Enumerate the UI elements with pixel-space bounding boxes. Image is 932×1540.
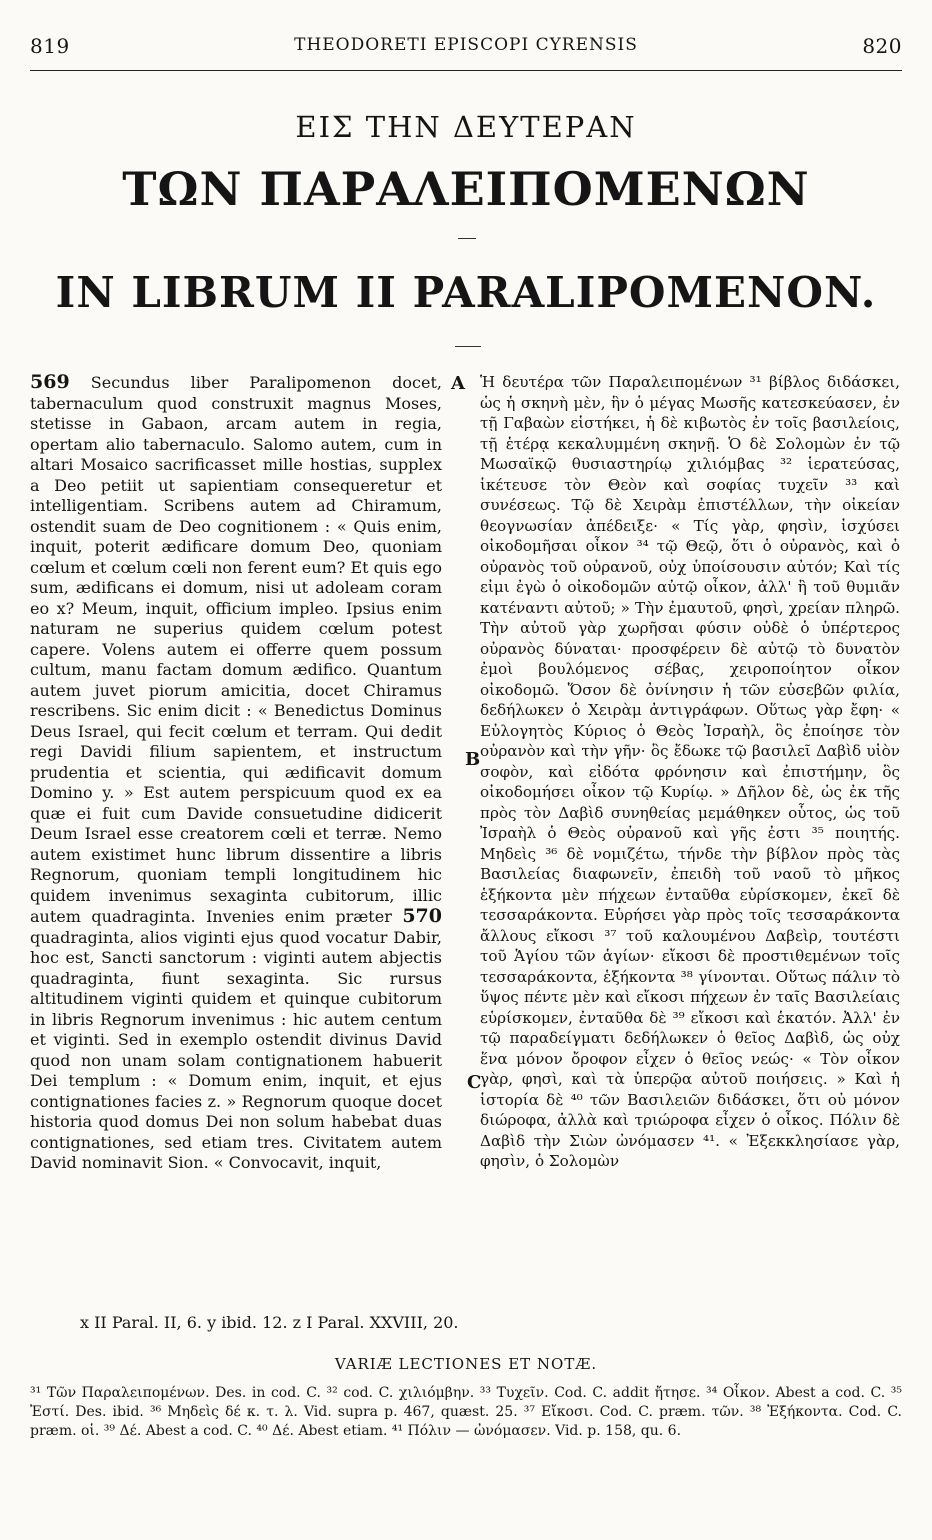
latin-column [30, 372, 442, 1174]
notes-text: ³¹ Τῶν Παραλειπομένων. Des. in cod. C. ³² cod. C. χιλιόμβην. ³³ Τυχεῖν. Cod. C. addit ἤτησε. ³⁴ Οἶκον. Abest a cod. C. ³⁵ Ἐστί. Des. ibid. ³⁶ Μηδεὶς δέ κ. τ. λ. Vid. supra p. 467, quæst. 25. ³⁷ Εἴκοσι. Cod. C. præm. τῶν. ³⁸ Ἐξήκοντα. Cod. C. præm. οἱ. ³⁹ Δέ. Abest a cod. C. ⁴⁰ Δέ. Abest etiam. ⁴¹ Πόλιν — ὠνόμασεν. Vid. p. 158, qu. 6. [30, 1385, 902, 1439]
running-header [30, 34, 902, 60]
margin-letter-a: A [451, 373, 465, 394]
latin-text-part2: quadraginta, alios viginti ejus quod vocatur Dabir, hoc est, Sancti sanctorum : viginti autem abjectis quadraginta, fiunt sexaginta. Sic rursus altitudinem viginti quidem et quinque cubitorum in libris Regnorum invenimus : hic autem centum et viginti. Sed in exemplo ostendit divinus David quod non unam solam contignationem habuerit Dei templum : « Domum enim, inquit, et ejus contignationes facies z. » Regnorum quoque docet historia quod domus Dei non solum habebat duas contignationes, sed etiam tres. Civitatem autem David nominavit Sion. « Convocavit, inquit, [30, 927, 442, 1172]
title-divider-2 [455, 346, 481, 347]
header-rule [30, 70, 902, 71]
page-marker: 569 [30, 371, 70, 393]
greek-column [480, 372, 900, 1172]
page-number-left: 819 [30, 34, 70, 58]
running-title: THEODORETI EPISCOPI CYRENSIS [294, 35, 638, 55]
latin-text-part1: Secundus liber Paralipomenon docet, tabernaculum quod construxit magnus Moses, stetisse in Gabaon, arcam autem in regia, opertam alio tabernaculo. Salomo autem, cum in altari Mosaico sacrificasset mille hostias, supplex a Deo petiit ut sapientiam consequeretur et intelligentiam. Scribens autem ad Chiramum, ostendit suam de Deo cognitionem : « Quis enim, inquit, poterit ædificare domum Deo, quoniam cœlum et cœlum cœli non ferent eum? Et quis ego sum, ædificans ei domum, nisi ut adoleam coram eo x? Meum, inquit, officium impleo. Ipsius enim naturam ne superius quidem cœlum potest capere. Volens autem ei offerre quem possum cultum, manu factam domum ædifico. Quantum autem juvet piorum amicitia, docet Chiramus rescribens. Sic enim dicit : « Benedictus Dominus Deus Israel, qui fecit cœlum et terram. Qui dedit regi Davidi filium sapientem, et instructum prudentia et scientia, qui ædificavit domum Domino y. » Est autem perspicuum quod ex ea quæ ei fuit cum Davide consuetudine didicerit Deum Israel esse creatorem cœli et terræ. Nemo autem existimet hunc librum dissentire a libris Regnorum, quoniam templi longitudinem hic quidem invenimus sexaginta cubitorum, illic autem quadraginta. Invenies enim præter [30, 373, 442, 926]
title-divider [458, 238, 476, 239]
page-number-right: 820 [862, 34, 902, 58]
margin-letter-c: C [467, 1072, 482, 1093]
scripture-references: x II Paral. II, 6. y ibid. 12. z I Paral. XXVIII, 20. [80, 1313, 459, 1332]
greek-title-line1: ΕΙΣ ΤΗΝ ΔΕΥΤΕΡΑΝ [295, 110, 637, 144]
greek-title-line2: ΤΩΝ ΠΑΡΑΛΕΙΠΟΜΕΝΩΝ [122, 162, 810, 216]
margin-letter-b: B [465, 749, 481, 770]
latin-paragraph [30, 372, 442, 1174]
variae-lectiones-notes [30, 1384, 902, 1441]
variae-lectiones-title: VARIÆ LECTIONES ET NOTÆ. [334, 1355, 598, 1373]
page-marker: 570 [402, 905, 442, 927]
greek-paragraph: Ἡ δευτέρα τῶν Παραλειπομένων ³¹ βίβλος διδάσκει, ὡς ἡ σκηνὴ μὲν, ἣν ὁ μέγας Μωσῆς κατεσκεύασεν, ἐν τῇ Γαβαὼν εἱστήκει, ἡ δὲ κιβωτὸς ἐν τοῖς βασιλείοις, τῇ ἑτέρᾳ κεκαλυμμένη σκηνῇ. Ὁ δὲ Σολομὼν ἐν τῷ Μωσαϊκῷ θυσιαστηρίῳ χιλιόμβας ³² ἱερατεύσας, ἱκέτευσε τὸν Θεὸν καὶ σοφίας τυχεῖν ³³ καὶ συνέσεως. Τῷ δὲ Χειρὰμ ἐπιστέλλων, τὴν οἰκείαν θεογνωσίαν ἀπέδειξε· « Τίς γὰρ, φησὶν, ἰσχύσει οἰκοδομῆσαι οἶκον ³⁴ τῷ Θεῷ, ὅτι ὁ οὐρανὸς, καὶ ὁ οὐρανὸς τοῦ οὐρανοῦ, οὐχ ὑποίσουσιν αὐτόν; Καὶ τίς εἰμι ἐγὼ ὁ οἰκοδομῶν αὐτῷ οἶκον, ἀλλ' ἢ τοῦ θυμιᾶν κατέναντι αὐτοῦ; » Τὴν ἐμαυτοῦ, φησὶ, χρείαν πληρῶ. Τὴν αὐτοῦ γὰρ χωρῆσαι φύσιν οὐδὲ ὁ ὑπέρτερος οὐρανὸς δύναται· προσφέρειν δὲ αὐτῷ τὸ δυνατὸν ἐμοὶ βουλόμενος σέβας, χειροποίητον οἶκον οἰκοδομῶ. Ὅσον δὲ ὀνίνησιν ἡ τῶν εὐσεβῶν φιλία, δεδήλωκεν ὁ Χειρὰμ ἀντιγράφων. Οὕτως γὰρ ἔφη· « Εὐλογητὸς Κύριος ὁ Θεὸς Ἰσραὴλ, ὃς ἐποίησε τὸν οὐρανὸν καὶ τὴν γῆν· ὃς ἔδωκε τῷ βασιλεῖ Δαβὶδ υἱὸν σοφὸν, καὶ εἰδότα φρόνησιν καὶ ἐπιστήμην, ὃς οἰκοδομήσει οἶκον τῷ Κυρίῳ. » Δῆλον δὲ, ὡς ἐκ τῆς πρὸς τὸν Δαβὶδ συνηθείας μεμάθηκεν οὗτος, ὡς τοῦ Ἰσραὴλ ὁ Θεὸς οὐρανοῦ καὶ γῆς ἐστι ³⁵ ποιητής. Μηδεὶς ³⁶ δὲ νομιζέτω, τήνδε τὴν βίβλον πρὸς τὰς Βασιλείας διαφωνεῖν, ἐπειδὴ τοῦ ναοῦ τὸ μῆκος ἑξήκοντα μὲν πήχεων ἐνταῦθα εὑρίσκομεν, ἐκεῖ δὲ τεσσαράκοντα. Εὑρήσει γὰρ πρὸς τοῖς τεσσαράκοντα ἄλλους εἴκοσι ³⁷ τοῦ καλουμένου Δαβεὶρ, τουτέστι τοῦ Ἁγίου τῶν ἁγίων· εἴκοσι δὲ προστιθεμένων τοῖς τεσσαράκοντα, ἑξήκοντα ³⁸ γίνονται. Οὕτως πάλιν τὸ ὕψος πέντε μὲν καὶ εἴκοσι πήχεων ἐν ταῖς Βασιλείαις εὑρίσκομεν, ἐνταῦθα δὲ ³⁹ εἴκοσι καὶ ἑκατόν. Ἀλλ' ἐν τῷ παραδείγματι δεδήλωκεν ὁ θεῖος Δαβὶδ, ὡς οὐχ ἕνα μόνον ὄροφον εἶχεν ὁ θεῖος νεώς· « Τὸν οἶκον γὰρ, φησὶ, καὶ τὰ ὑπερῷα αὐτοῦ ποιήσεις. » Καὶ ἡ ἱστορία δὲ ⁴⁰ τῶν Βασιλειῶν διδάσκει, ὅτι οὐ μόνον διώροφα, ἀλλὰ καὶ τριώροφα εἶχεν ὁ οἶκος. Πόλιν δὲ Δαβὶδ τὴν Σιὼν ὠνόμασεν ⁴¹. « Ἐξεκκλησίασε γὰρ, φησὶν, ὁ Σολομὼν [480, 373, 900, 1170]
latin-title: IN LIBRUM II PARALIPOMENON. [55, 268, 877, 317]
